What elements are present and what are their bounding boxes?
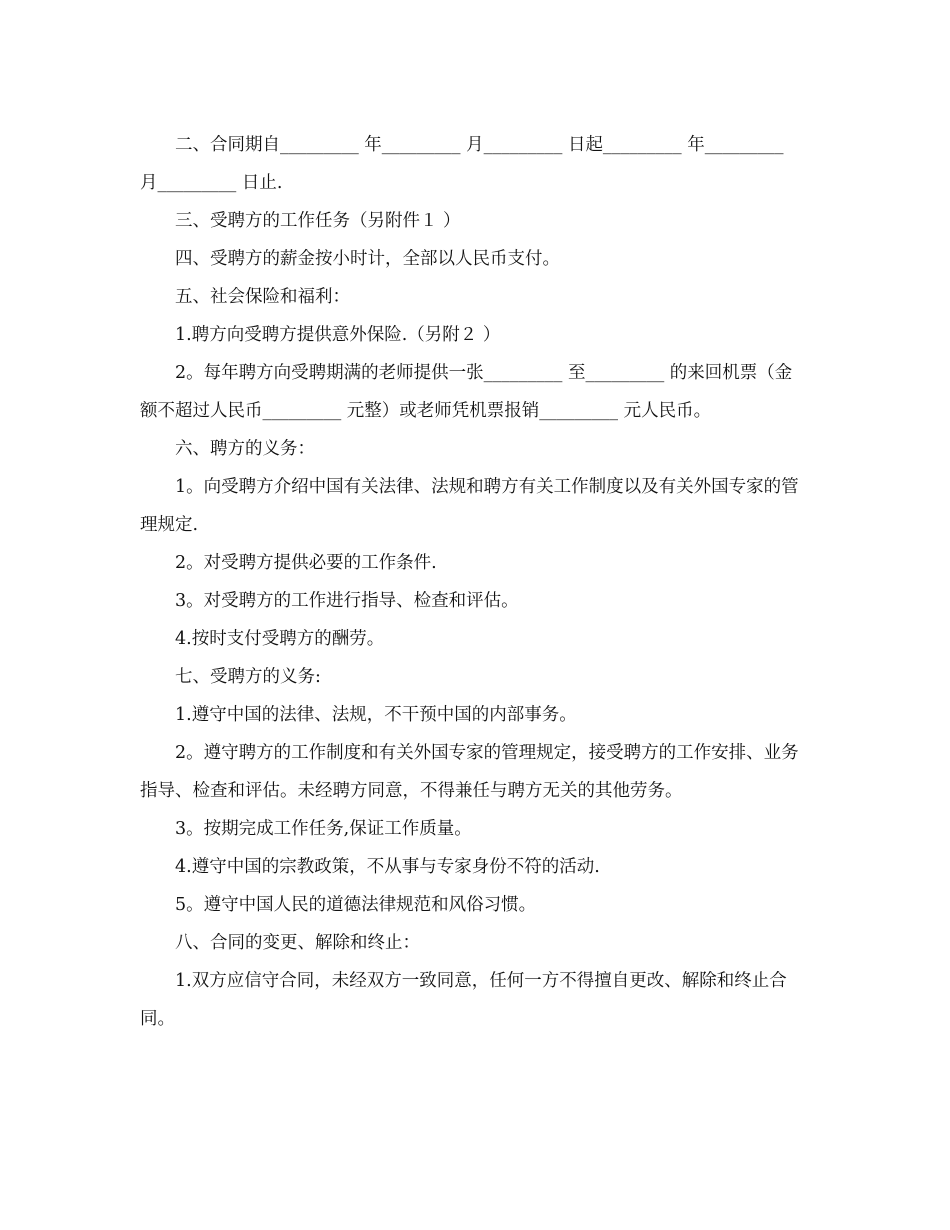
employer-duty-3: 3。对受聘方的工作进行指导、检查和评估。 — [175, 591, 519, 611]
employee-duty-3: 3。按期完成工作任务,保证工作质量。 — [175, 819, 472, 839]
section-heading-employee-duties: 七、受聘方的义务: — [175, 667, 321, 687]
insurance-item-1: 1.聘方向受聘方提供意外保险.（另附２ ） — [175, 325, 501, 345]
employee-duty-2: 2。遵守聘方的工作制度和有关外国专家的管理规定，接受聘方的工作安排、业务指导、检查和评估。未经聘方同意，不得兼任与聘方无关的其他劳务。 — [140, 743, 799, 801]
employee-duty-5: 5。遵守中国人民的道德法律规范和风俗习惯。 — [175, 895, 537, 915]
contract-term-paragraph: 二、合同期自_________ 年_________ 月_________ 日起_________ 年_________ 月_________ 日止. — [140, 135, 790, 193]
employee-duty-4: 4.遵守中国的宗教政策，不从事与专家身份不符的活动. — [175, 857, 600, 877]
contract-change-item-1: 1.双方应信守合同，未经双方一致同意，任何一方不得擅自更改、解除和终止合同。 — [140, 971, 787, 1029]
section-heading-employer-duties: 六、聘方的义务： — [175, 439, 315, 459]
document-body — [140, 126, 805, 1038]
employee-duty-1: 1.遵守中国的法律、法规，不干预中国的内部事务。 — [175, 705, 577, 725]
employer-duty-4: 4.按时支付受聘方的酬劳。 — [175, 629, 385, 649]
salary-paragraph: 四、受聘方的薪金按小时计，全部以人民币支付。 — [175, 249, 560, 269]
section-heading-contract-changes: 八、合同的变更、解除和终止： — [175, 933, 420, 953]
employer-duty-1: 1。向受聘方介绍中国有关法律、法规和聘方有关工作制度以及有关外国专家的管理规定. — [140, 477, 799, 535]
section-heading-insurance: 五、社会保险和福利： — [175, 287, 350, 307]
work-tasks-paragraph: 三、受聘方的工作任务（另附件１ ） — [175, 211, 461, 231]
insurance-item-2: 2。每年聘方向受聘期满的老师提供一张_________ 至_________ 的来回机票（金额不超过人民币_________ 元整）或老师凭机票报销_________ 元人民币。 — [140, 363, 793, 421]
employer-duty-2: 2。对受聘方提供必要的工作条件. — [175, 553, 437, 573]
